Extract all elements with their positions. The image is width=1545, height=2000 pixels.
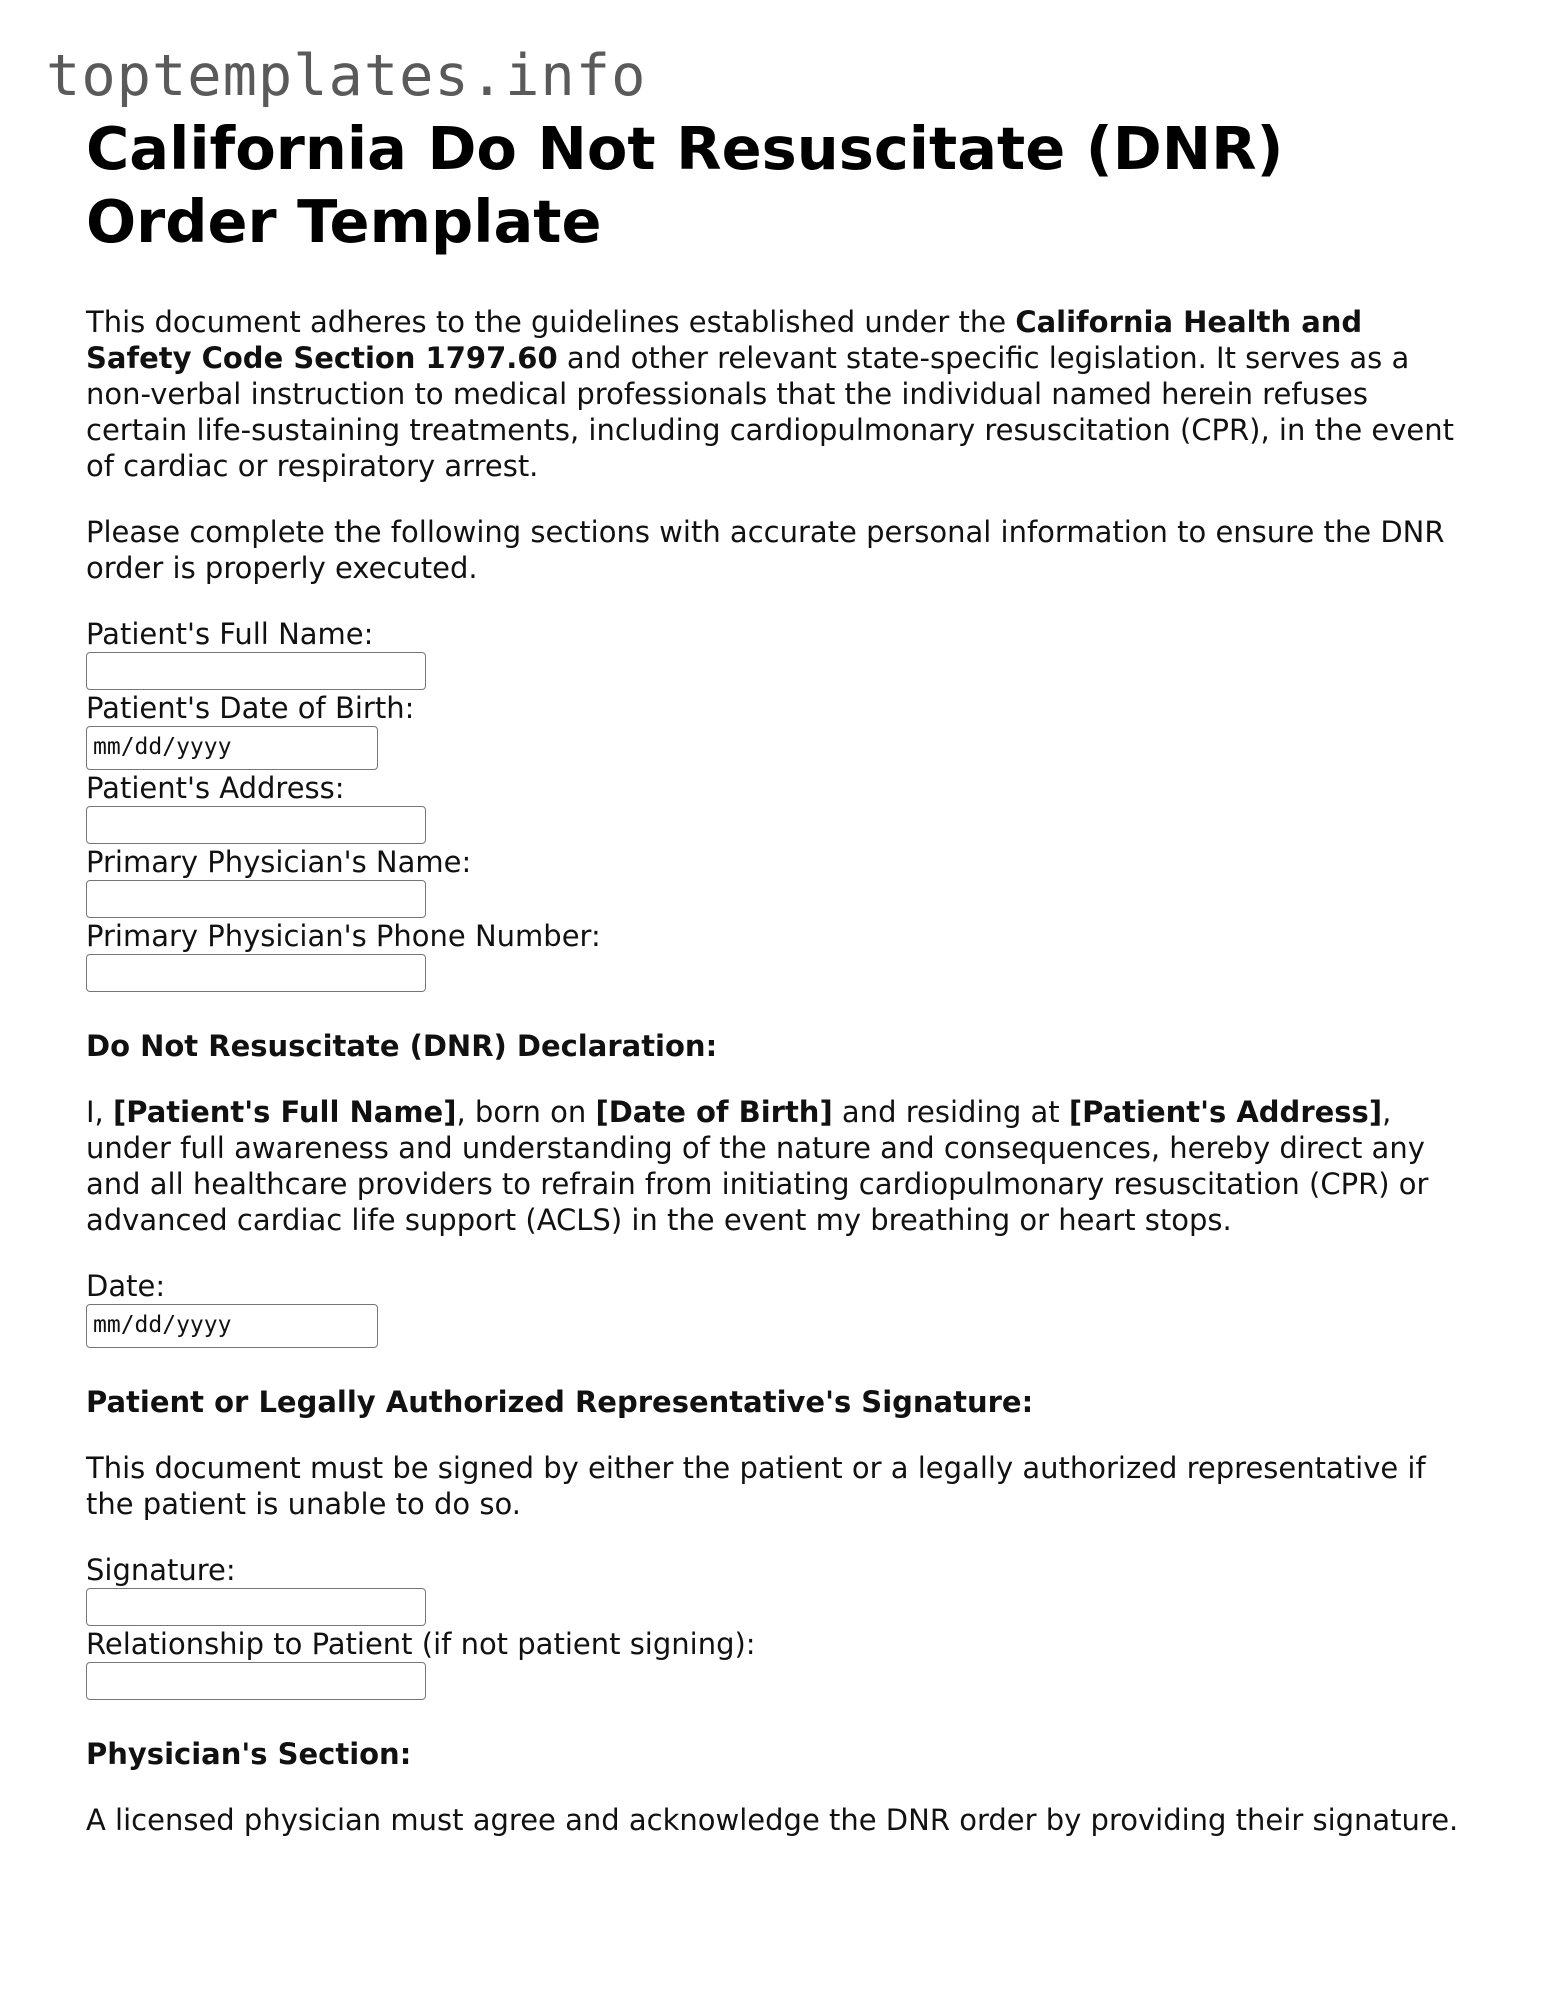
signature-label: Signature: [86, 1553, 236, 1587]
patient-name-input[interactable] [86, 652, 426, 690]
patient-info-fields [86, 616, 1476, 992]
declaration-date-input[interactable]: mm/dd/yyyy [86, 1304, 378, 1348]
intro-code-reference: California Health and Safety Code Section 1797.60 [86, 305, 1363, 375]
declaration-text-4: , under full awareness and understanding of the nature and consequences, hereby direct any and all healthcare providers to refrain from initiating cardiopulmonary resuscitation (CPR) or advanced cardiac life support (ACLS) in the event my breathing or heart stops. [86, 1095, 1429, 1237]
declaration-text-2: , born on [456, 1095, 596, 1129]
declaration-name-placeholder: [Patient's Full Name] [113, 1095, 457, 1129]
intro-text-a: This document adheres to the guidelines established under the [86, 305, 1016, 339]
relationship-input[interactable] [86, 1662, 426, 1700]
intro-paragraph [86, 304, 1476, 484]
patient-address-label: Patient's Address: [86, 771, 345, 805]
physician-section-text: A licensed physician must agree and acknowledge the DNR order by providing their signature. [86, 1803, 1459, 1837]
declaration-date-label: Date: [86, 1269, 166, 1303]
signature-heading: Patient or Legally Authorized Representative's Signature: [86, 1385, 1034, 1419]
page-title: California Do Not Resuscitate (DNR) Order Template [86, 114, 1284, 256]
physician-phone-label: Primary Physician's Phone Number: [86, 919, 601, 953]
patient-dob-label: Patient's Date of Birth: [86, 691, 415, 725]
physician-name-input[interactable] [86, 880, 426, 918]
spacer [86, 992, 1476, 1028]
document-page [86, 112, 1476, 1868]
instructions-paragraph: Please complete the following sections with accurate personal information to ensure the DNR order is properly executed. [86, 515, 1445, 585]
declaration-address-placeholder: [Patient's Address] [1068, 1095, 1383, 1129]
signature-instructions: This document must be signed by either the patient or a legally authorized representative if the patient is unable to do so. [86, 1451, 1426, 1521]
declaration-text-3: and residing at [832, 1095, 1069, 1129]
patient-address-input[interactable] [86, 806, 426, 844]
watermark: toptemplates.info [46, 43, 647, 109]
relationship-label: Relationship to Patient (if not patient signing): [86, 1627, 756, 1661]
physician-phone-input[interactable] [86, 954, 426, 992]
declaration-heading: Do Not Resuscitate (DNR) Declaration: [86, 1029, 718, 1063]
signature-input[interactable] [86, 1588, 426, 1626]
declaration-text-1: I, [86, 1095, 113, 1129]
declaration-text [86, 1094, 1476, 1238]
physician-name-label: Primary Physician's Name: [86, 845, 472, 879]
patient-name-label: Patient's Full Name: [86, 617, 374, 651]
spacer [86, 1348, 1476, 1384]
intro-text-b: and other relevant state-specific legislation. It serves as a non-verbal instruction to medical professionals that the individual named herein refuses certain life-sustaining treatments, including cardiopulmonary resuscitation (CPR), in the event of cardiac or respiratory arrest. [86, 341, 1454, 483]
physician-section-heading: Physician's Section: [86, 1737, 412, 1771]
spacer [86, 1700, 1476, 1736]
declaration-dob-placeholder: [Date of Birth] [595, 1095, 833, 1129]
patient-dob-input[interactable]: mm/dd/yyyy [86, 726, 378, 770]
